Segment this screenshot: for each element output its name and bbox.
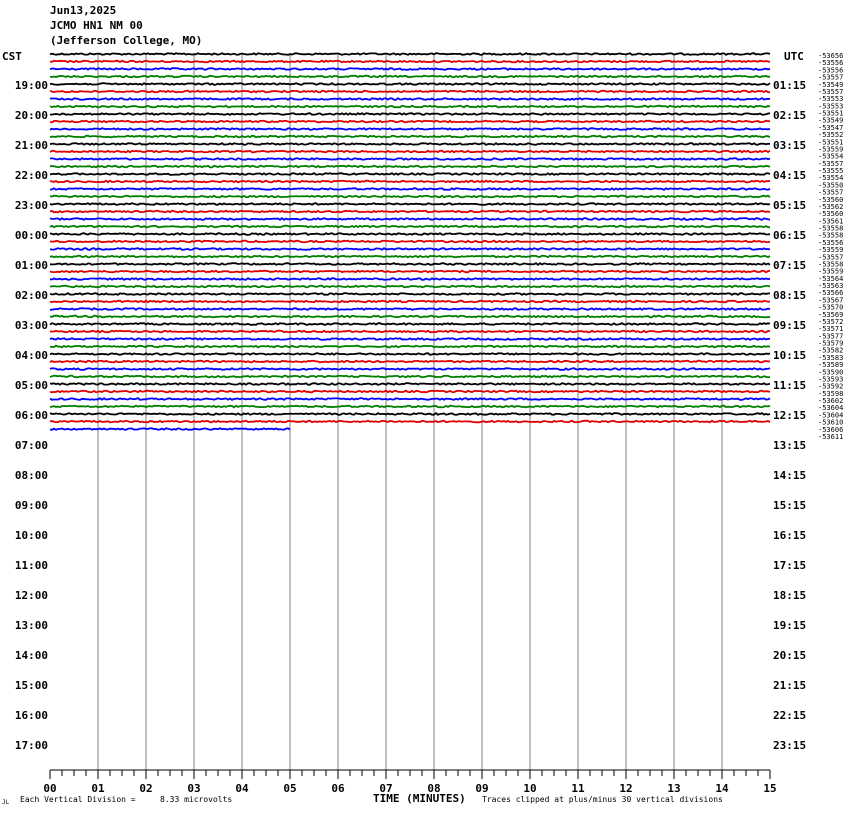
seismic-trace [50, 181, 770, 183]
trace-offset-label: -53556 [818, 59, 844, 68]
date-label: Jun13,2025 [50, 4, 117, 17]
left-hour-label: 11:00 [14, 559, 48, 572]
right-hour-label: 02:15 [773, 109, 807, 122]
right-hour-label: 15:15 [773, 499, 807, 512]
seismic-trace [50, 398, 770, 400]
x-axis-title: TIME (MINUTES) [373, 792, 466, 805]
seismic-trace [50, 158, 770, 160]
trace-offset-label: -53549 [818, 116, 844, 125]
left-hour-label: 20:00 [14, 109, 48, 122]
seismic-trace [50, 173, 770, 175]
footer-division-value: 8.33 microvolts [160, 795, 233, 804]
seismic-trace [50, 166, 770, 168]
x-tick-label: 04 [235, 782, 249, 795]
right-hour-label: 19:15 [773, 619, 807, 632]
left-hour-label: 17:00 [14, 739, 48, 752]
seismic-trace [50, 203, 770, 205]
seismic-trace [50, 293, 770, 295]
seismic-trace [50, 353, 770, 355]
left-hour-label: 12:00 [14, 589, 48, 602]
trace-offset-label: -53593 [818, 375, 844, 384]
trace-offset-label: -53558 [818, 260, 844, 269]
x-tick-label: 05 [283, 782, 297, 795]
seismic-trace [50, 151, 770, 153]
right-hour-label: 22:15 [773, 709, 807, 722]
seismic-trace [50, 368, 770, 370]
trace-offset-labels [818, 52, 843, 441]
trace-offset-label: -53567 [818, 296, 844, 305]
trace-offset-label: -53604 [818, 411, 844, 420]
right-hour-label: 09:15 [773, 319, 807, 332]
seismic-trace [50, 421, 770, 423]
right-hour-label: 13:15 [773, 439, 807, 452]
seismic-trace [50, 406, 770, 408]
footer-mark: JL [2, 799, 10, 806]
right-hour-label: 06:15 [773, 229, 807, 242]
left-hour-label: 16:00 [14, 709, 48, 722]
left-timezone-label: CST [2, 50, 22, 63]
left-hour-label: 22:00 [14, 169, 48, 182]
trace-offset-label: -53556 [818, 66, 844, 75]
right-hour-label: 18:15 [773, 589, 807, 602]
trace-offset-label: -53559 [818, 267, 844, 276]
seismic-trace [50, 226, 770, 228]
seismic-trace [50, 68, 770, 70]
seismic-trace [50, 428, 290, 430]
x-tick-label: 06 [331, 782, 345, 795]
seismic-trace [50, 248, 770, 250]
trace-offset-label: -53561 [818, 217, 844, 226]
trace-offset-label: -53566 [818, 289, 844, 298]
seismic-trace [50, 233, 770, 235]
trace-offset-label: -53582 [818, 346, 844, 355]
trace-offset-label: -53560 [818, 195, 844, 204]
seismic-trace [50, 331, 770, 333]
seismic-trace [50, 271, 770, 273]
seismic-trace [50, 211, 770, 213]
trace-offset-label: -53571 [818, 325, 844, 334]
left-hour-label: 06:00 [14, 409, 48, 422]
seismic-trace [50, 218, 770, 220]
trace-offset-label: -53553 [818, 102, 844, 111]
trace-offset-label: -53602 [818, 397, 844, 406]
trace-offset-label: -53656 [818, 52, 844, 60]
seismic-trace [50, 188, 770, 190]
seismic-trace [50, 76, 770, 78]
right-hour-label: 11:15 [773, 379, 807, 392]
location-label: (Jefferson College, MO) [50, 34, 203, 47]
right-hour-label: 05:15 [773, 199, 807, 212]
x-tick-label: 15 [763, 782, 777, 795]
right-hour-label: 01:15 [773, 79, 807, 92]
x-tick-label: 03 [187, 782, 201, 795]
trace-offset-label: -53569 [818, 310, 844, 319]
seismic-trace [50, 346, 770, 348]
seismic-trace [50, 383, 770, 385]
trace-offset-label: -53559 [818, 145, 844, 154]
seismic-trace [50, 241, 770, 243]
trace-offset-label: -53558 [818, 231, 844, 240]
seismic-trace [50, 263, 770, 265]
trace-offset-label: -53557 [818, 73, 844, 82]
right-hour-label: 17:15 [773, 559, 807, 572]
left-hour-label: 02:00 [14, 289, 48, 302]
right-hour-label: 16:15 [773, 529, 807, 542]
seismic-trace [50, 98, 770, 100]
seismic-trace [50, 413, 770, 415]
trace-offset-label: -53604 [818, 404, 844, 413]
trace-offset-label: -53590 [818, 368, 844, 377]
left-hour-label: 08:00 [14, 469, 48, 482]
trace-offset-label: -53592 [818, 382, 844, 391]
trace-offset-label: -53560 [818, 210, 844, 219]
trace-offset-label: -53554 [818, 152, 844, 161]
station-label: JCMO HN1 NM 00 [50, 19, 143, 32]
trace-offset-label: -53606 [818, 425, 844, 434]
right-hour-label: 08:15 [773, 289, 807, 302]
trace-offset-label: -53577 [818, 332, 844, 341]
trace-offset-label: -53610 [818, 418, 844, 427]
seismic-trace [50, 278, 770, 280]
trace-offset-label: -53589 [818, 361, 844, 370]
trace-offset-label: -53557 [818, 87, 844, 96]
seismic-trace [50, 83, 770, 85]
footer-clip-note: Traces clipped at plus/minus 30 vertical divisions [482, 795, 723, 804]
x-tick-label: 12 [619, 782, 633, 795]
right-hour-label: 21:15 [773, 679, 807, 692]
seismic-trace [50, 106, 770, 108]
trace-offset-label: -53563 [818, 282, 844, 291]
seismic-trace [50, 91, 770, 93]
left-hour-label: 21:00 [14, 139, 48, 152]
right-hour-label: 10:15 [773, 349, 807, 362]
trace-offset-label: -53554 [818, 174, 844, 183]
minute-grid [98, 54, 722, 770]
left-hour-label: 03:00 [14, 319, 48, 332]
trace-offset-label: -53572 [818, 317, 844, 326]
seismic-trace [50, 136, 770, 138]
trace-offset-label: -53551 [818, 138, 844, 147]
right-hour-labels [773, 79, 806, 752]
trace-group [50, 53, 770, 430]
trace-offset-label: -53611 [818, 433, 844, 441]
trace-offset-label: -53556 [818, 238, 844, 247]
trace-offset-label: -53547 [818, 123, 844, 132]
right-timezone-label: UTC [784, 50, 804, 63]
left-hour-label: 19:00 [14, 79, 48, 92]
seismic-trace [50, 308, 770, 310]
trace-offset-label: -53557 [818, 159, 844, 168]
seismic-trace [50, 128, 770, 130]
trace-offset-label: -53583 [818, 353, 844, 362]
x-tick-label: 08 [427, 782, 441, 795]
left-hour-label: 15:00 [14, 679, 48, 692]
left-hour-labels [15, 79, 48, 752]
right-hour-label: 04:15 [773, 169, 807, 182]
right-hour-label: 23:15 [773, 739, 807, 752]
seismic-trace [50, 338, 770, 340]
left-hour-label: 09:00 [14, 499, 48, 512]
right-hour-label: 03:15 [773, 139, 807, 152]
right-hour-label: 20:15 [773, 649, 807, 662]
left-hour-label: 13:00 [14, 619, 48, 632]
left-hour-label: 23:00 [14, 199, 48, 212]
seismic-trace [50, 196, 770, 198]
trace-offset-label: -53549 [818, 80, 844, 89]
trace-offset-label: -53564 [818, 274, 844, 283]
left-hour-label: 05:00 [14, 379, 48, 392]
seismic-trace [50, 61, 770, 63]
x-tick-label: 14 [715, 782, 729, 795]
left-hour-label: 00:00 [14, 229, 48, 242]
x-tick-label: 09 [475, 782, 489, 795]
trace-offset-label: -53558 [818, 224, 844, 233]
seismic-trace [50, 286, 770, 288]
seismic-trace [50, 323, 770, 325]
seismic-trace [50, 376, 770, 378]
trace-offset-label: -53550 [818, 181, 844, 190]
footer-division-label: Each Vertical Division = [20, 795, 136, 804]
trace-offset-label: -53598 [818, 389, 844, 398]
x-tick-label: 13 [667, 782, 681, 795]
trace-offset-label: -53557 [818, 188, 844, 197]
seismic-trace [50, 316, 770, 318]
trace-offset-label: -53557 [818, 253, 844, 262]
trace-offset-label: -53579 [818, 339, 844, 348]
left-hour-label: 10:00 [14, 529, 48, 542]
trace-offset-label: -53551 [818, 109, 844, 118]
seismic-trace [50, 53, 770, 55]
seismic-trace [50, 113, 770, 115]
trace-offset-label: -53570 [818, 303, 844, 312]
x-tick-label: 02 [139, 782, 153, 795]
left-hour-label: 07:00 [14, 439, 48, 452]
x-tick-label: 01 [91, 782, 105, 795]
x-tick-label: 00 [43, 782, 57, 795]
x-tick-label: 11 [571, 782, 585, 795]
x-tick-label: 10 [523, 782, 537, 795]
seismic-trace [50, 143, 770, 145]
x-tick-label: 07 [379, 782, 393, 795]
seismic-trace [50, 256, 770, 258]
trace-offset-label: -53559 [818, 246, 844, 255]
seismic-trace [50, 121, 770, 123]
left-hour-label: 14:00 [14, 649, 48, 662]
trace-offset-label: -53555 [818, 167, 844, 176]
right-hour-label: 07:15 [773, 259, 807, 272]
right-hour-label: 14:15 [773, 469, 807, 482]
trace-offset-label: -53553 [818, 95, 844, 104]
left-hour-label: 04:00 [14, 349, 48, 362]
right-hour-label: 12:15 [773, 409, 807, 422]
seismic-trace [50, 301, 770, 303]
seismic-trace [50, 391, 770, 393]
trace-offset-label: -53562 [818, 202, 844, 211]
trace-offset-label: -53552 [818, 131, 844, 140]
left-hour-label: 01:00 [14, 259, 48, 272]
seismic-trace [50, 361, 770, 363]
